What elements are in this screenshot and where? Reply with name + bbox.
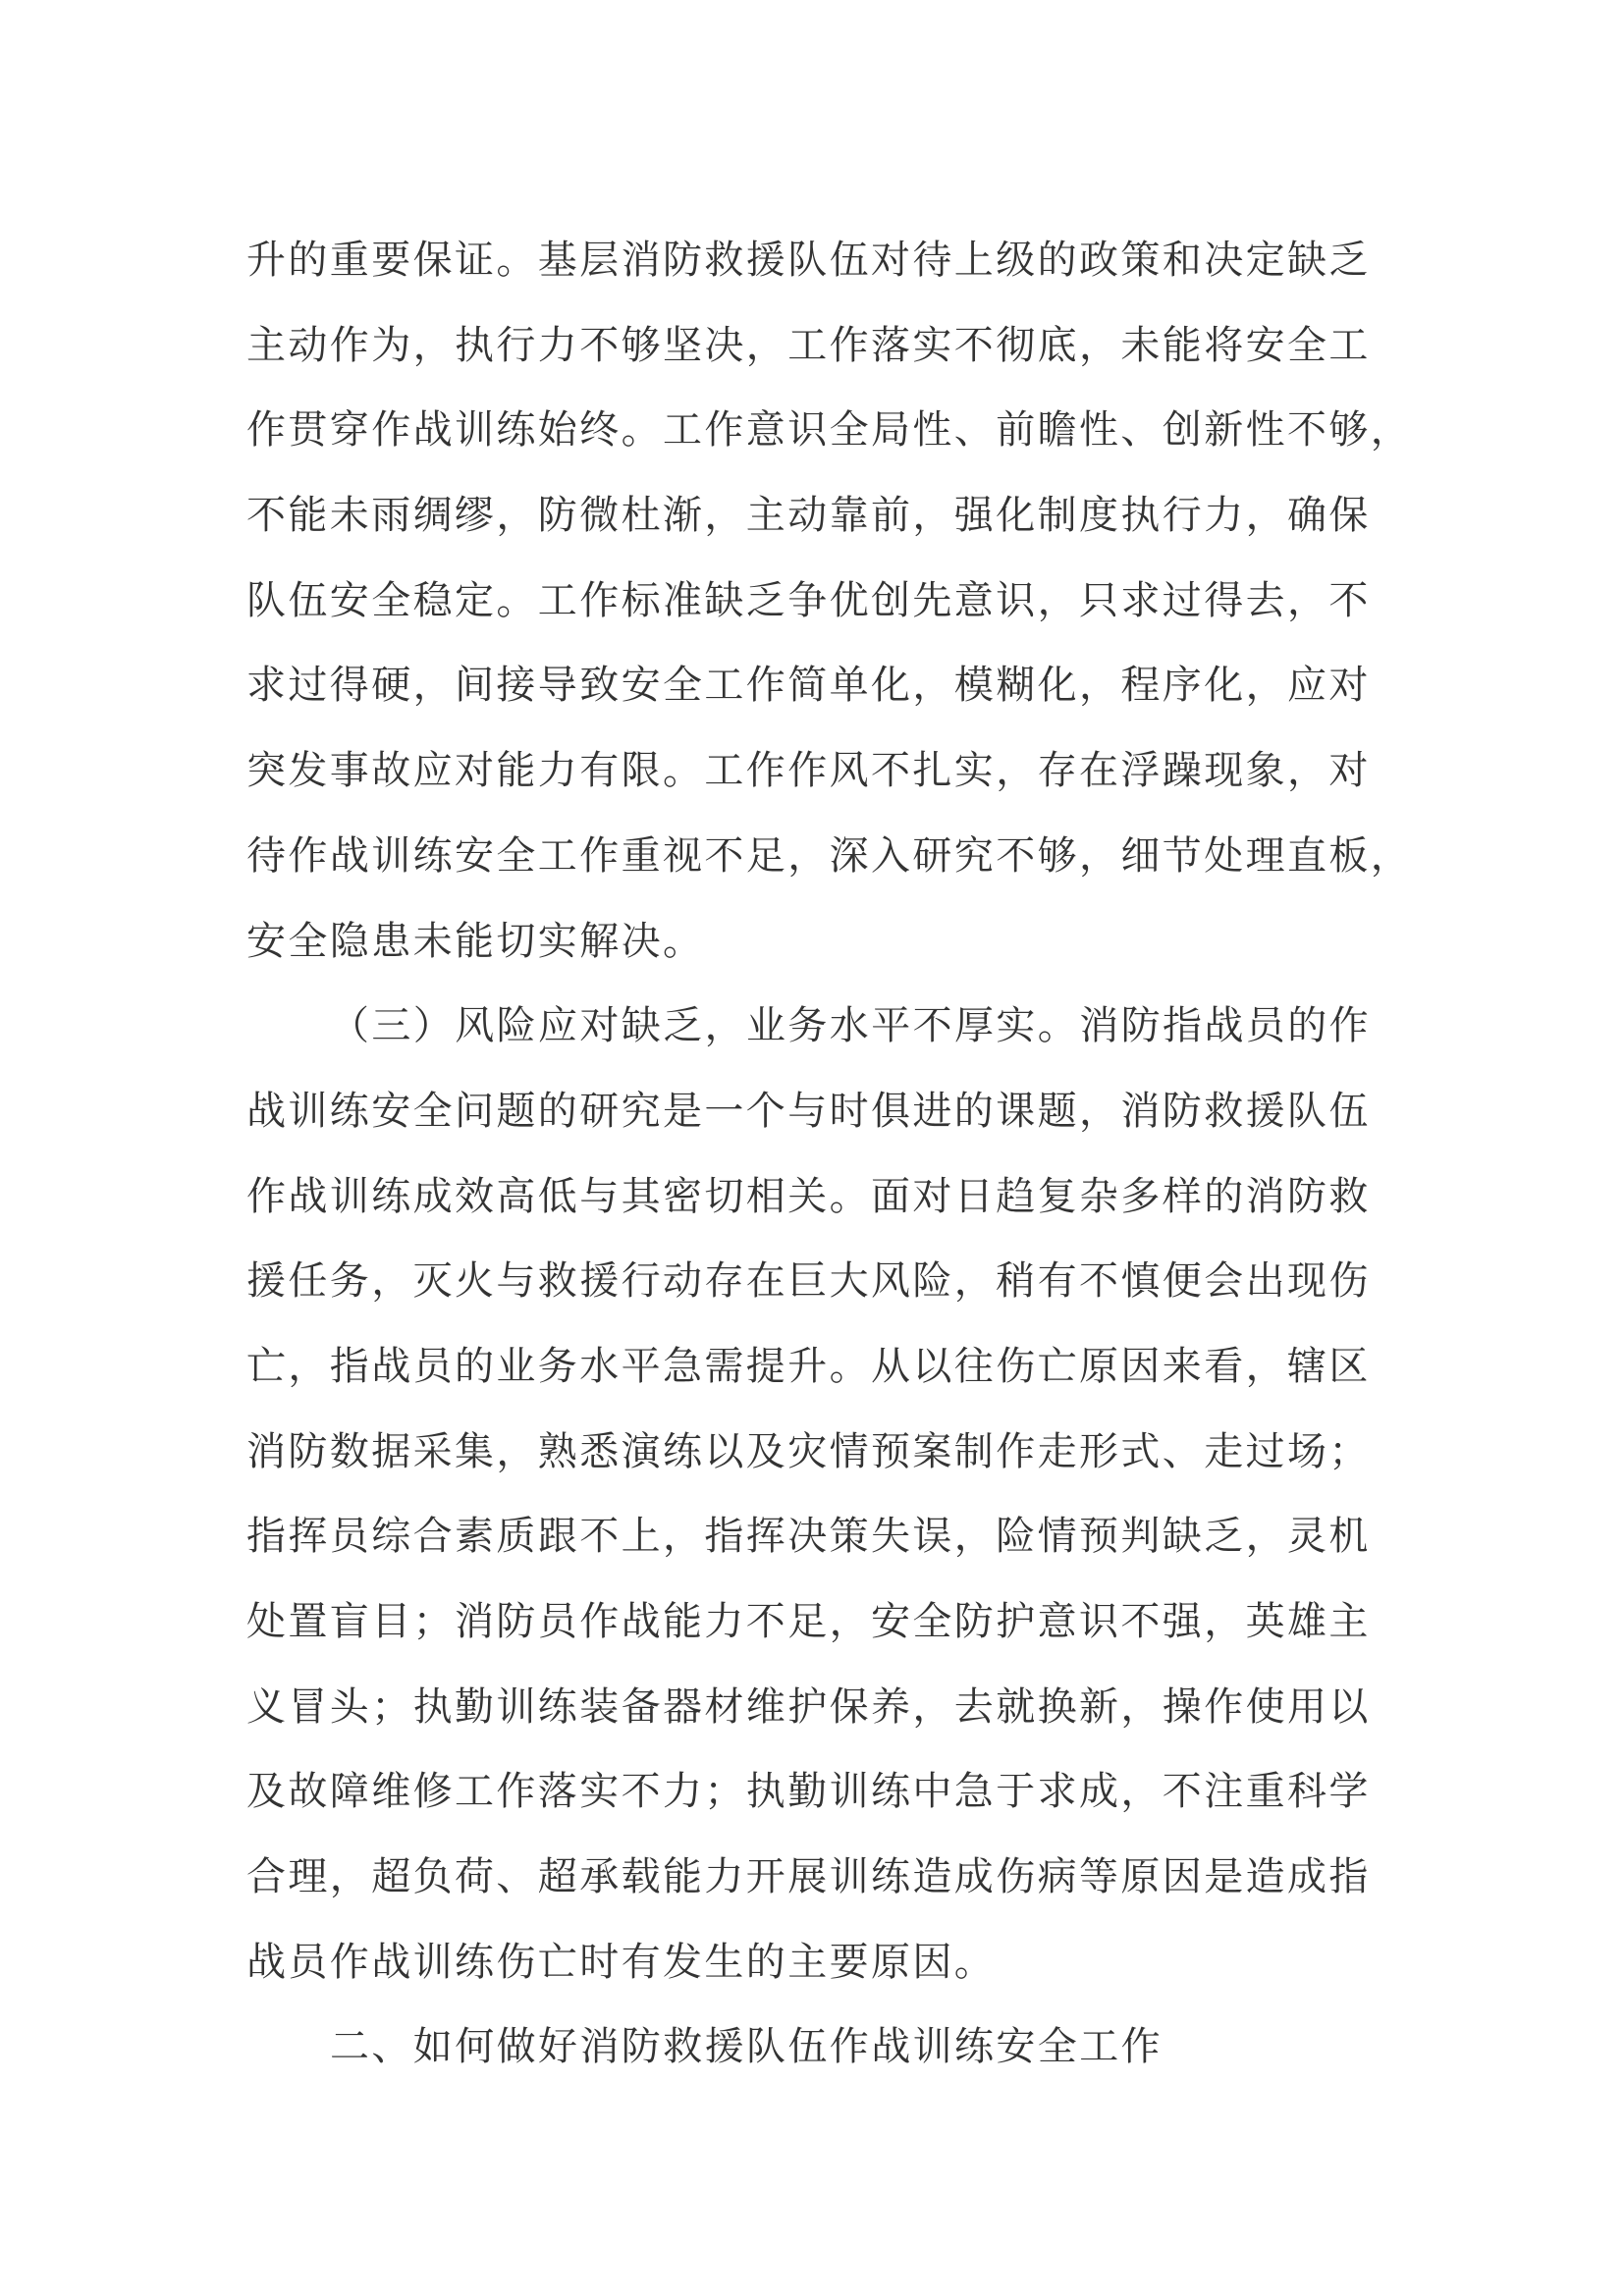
text-line: 队伍安全稳定。工作标准缺乏争优创先意识，只求过得去，不 — [246, 577, 1371, 623]
text-line: 作战训练成效高低与其密切相关。面对日趋复杂多样的消防救 — [246, 1173, 1371, 1219]
text-line: 处置盲目；消防员作战能力不足，安全防护意识不强，英雄主 — [246, 1599, 1371, 1644]
document-page — [246, 218, 1413, 2090]
section-heading-text: 二、如何做好消防救援队伍作战训练安全工作 — [330, 2024, 1163, 2070]
text-line: 义冒头；执勤训练装备器材维护保养，去就换新，操作使用以 — [246, 1683, 1371, 1730]
text-line: 战训练安全问题的研究是一个与时俱进的课题，消防救援队伍 — [246, 1088, 1371, 1134]
paragraph-risk-response — [246, 984, 1385, 2004]
text-line: 合理，超负荷、超承载能力开展训练造成伤病等原因是造成指 — [246, 1854, 1371, 1900]
text-line: 不能未雨绸缪，防微杜渐，主动靠前，强化制度执行力，确保 — [246, 493, 1371, 539]
text-line: 消防数据采集，熟悉演练以及灾情预案制作走形式、走过场； — [246, 1428, 1371, 1474]
text-line: 主动作为，执行力不够坚决，工作落实不彻底，未能将安全工 — [246, 322, 1371, 368]
text-line: 突发事故应对能力有限。工作作风不扎实，存在浮躁现象，对 — [246, 748, 1371, 794]
text-line: 安全隐患未能切实解决。 — [246, 918, 705, 964]
text-line: 及故障维修工作落实不力；执勤训练中急于求成，不注重科学 — [246, 1769, 1371, 1815]
text-line: 指挥员综合素质跟不上，指挥决策失误，险情预判缺乏，灵机 — [246, 1514, 1371, 1560]
text-line: 待作战训练安全工作重视不足，深入研究不够，细节处理直板， — [246, 832, 1413, 879]
section-heading — [246, 2004, 1385, 2090]
text-line: 作贯穿作战训练始终。工作意识全局性、前瞻性、创新性不够， — [246, 407, 1413, 454]
paragraph-problem-execution — [246, 218, 1413, 984]
text-line: 升的重要保证。基层消防救援队伍对待上级的政策和决定缺乏 — [246, 238, 1371, 283]
text-line: 亡，指战员的业务水平急需提升。从以往伤亡原因来看，辖区 — [246, 1343, 1371, 1389]
text-line: 求过得硬，间接导致安全工作简单化，模糊化，程序化，应对 — [246, 663, 1371, 709]
text-line: 援任务，灭火与救援行动存在巨大风险，稍有不慎便会出现伤 — [246, 1258, 1371, 1305]
paragraph-first-line: （三）风险应对缺乏，业务水平不厚实。消防指战员的作 — [330, 1003, 1371, 1049]
text-line: 战员作战训练伤亡时有发生的主要原因。 — [246, 1939, 997, 1985]
